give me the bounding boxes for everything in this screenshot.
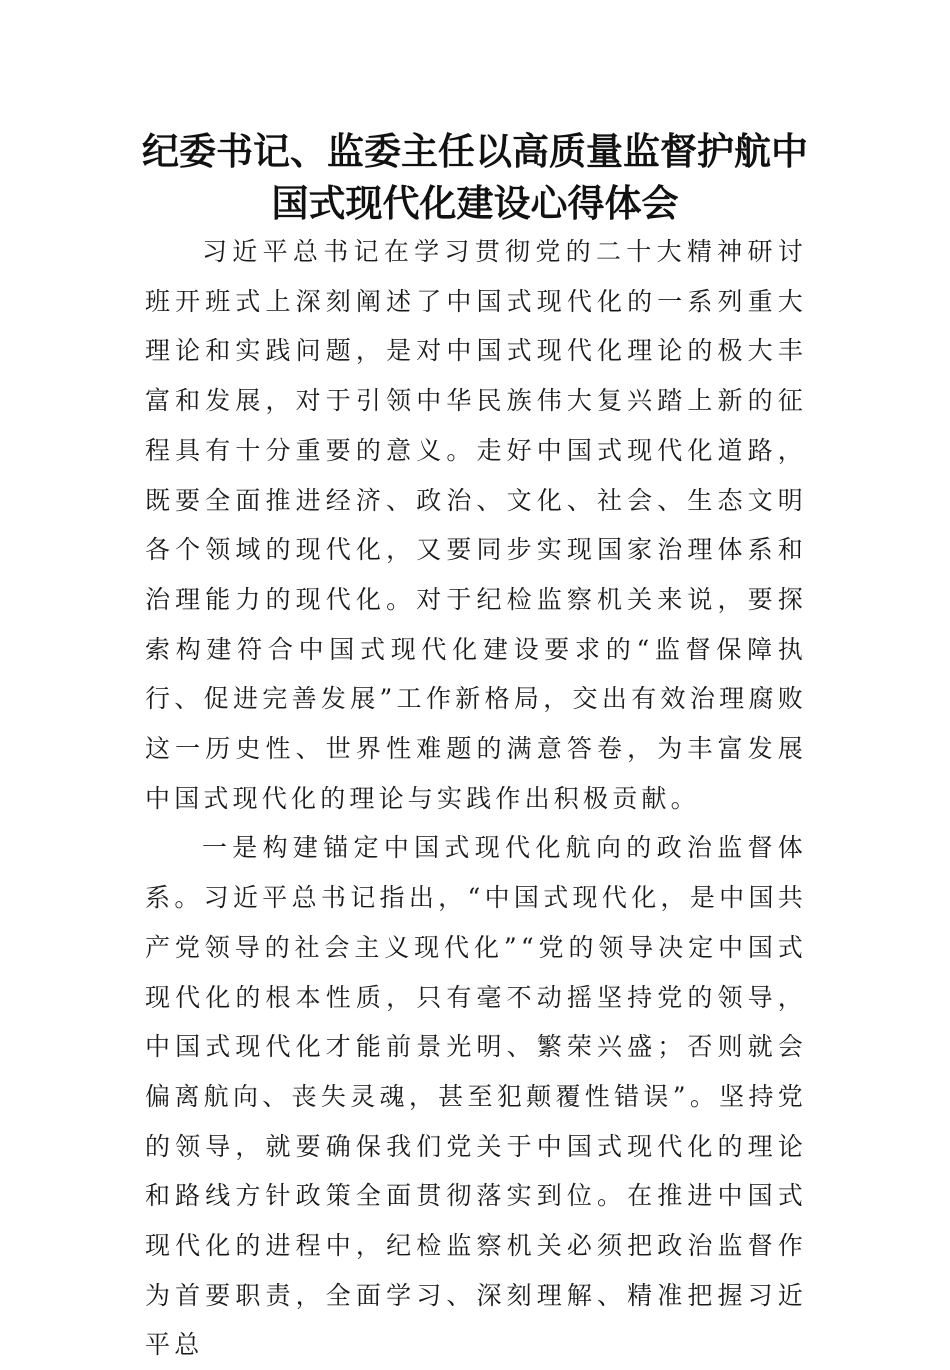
paragraph-point-one: 一是构建锚定中国式现代化航向的政治监督体系。习近平总书记指出，“中国式现代化，是中国共产党领导的社会主义现代化”“党的领导决定中国式现代化的根本性质，只有毫不动摇坚持党的领导，中国式现代化才能前景光明、繁荣兴盛；否则就会偏离航向、丧失灵魂，甚至犯颠覆性错误”。坚持党的领导，就要确保我们党关于中国式现代化的理论和路线方针政策全面贯彻落实到位。在推进中国式现代化的进程中，纪检监察机关必须把政治监督作为首要职责，全面学习、深刻理解、精准把握习近平总 — [145, 833, 807, 1360]
document-title: 纪委书记、监委主任以高质量监督护航中国式现代化建设心得体会 — [142, 129, 808, 225]
paragraph-intro: 习近平总书记在学习贯彻党的二十大精神研讨班开班式上深刻阐述了中国式现代化的一系列重大理论和实践问题，是对中国式现代化理论的极大丰富和发展，对于引领中华民族伟大复兴踏上新的征程具有十分重要的意义。走好中国式现代化道路，既要全面推进经济、政治、文化、社会、生态文明各个领域的现代化，又要同步实现国家治理体系和治理能力的现代化。对于纪检监察机关来说，要探索构建符合中国式现代化建设要求的“监督保障执行、促进完善发展”工作新格局，交出有效治理腐败这一历史性、世界性难题的满意答卷，为丰富发展中国式现代化的理论与实践作出积极贡献。 — [145, 237, 807, 813]
document-body — [145, 227, 807, 1370]
